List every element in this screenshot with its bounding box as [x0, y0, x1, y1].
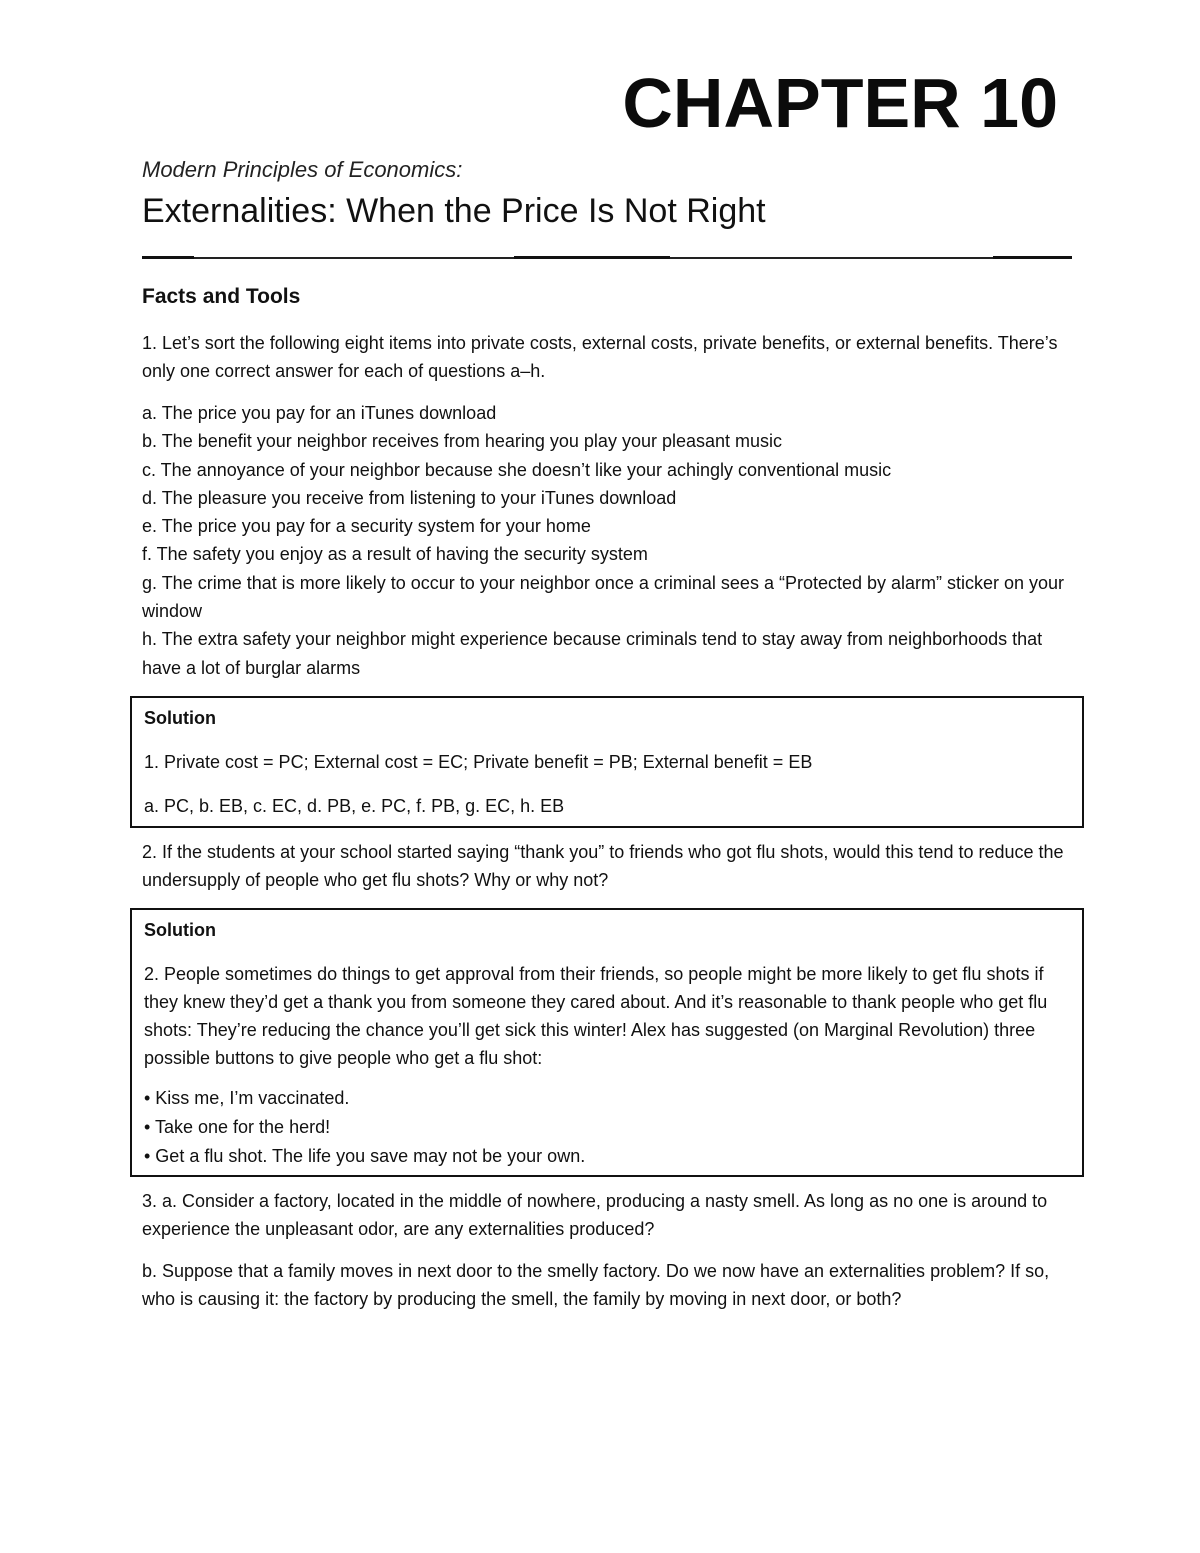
- solution-heading: Solution: [144, 707, 216, 728]
- list-item: h. The extra safety your neighbor might experience because criminals tend to stay away from neighborhoods that have a lot of burglar alarms: [142, 629, 1043, 678]
- bullet-item: • Get a flu shot. The life you save may not be your own.: [144, 1145, 586, 1166]
- book-subtitle: Modern Principles of Economics:: [142, 157, 463, 182]
- main-content: [142, 285, 1072, 1327]
- rule-accent-right: [993, 256, 1072, 259]
- rule-accent-middle: [514, 256, 670, 259]
- list-item: e. The price you pay for a security system for your home: [142, 516, 591, 537]
- solution-bullets: [144, 1084, 1070, 1171]
- section-heading: Facts and Tools: [142, 285, 301, 308]
- question-3a-prompt: 3. a. Consider a factory, located in the middle of nowhere, producing a nasty smell. As long as no one is around to experience the unpleasant odor, are any externalities produced?: [142, 1190, 1048, 1239]
- question-3b-prompt: b. Suppose that a family moves in next door to the smelly factory. Do we now have an externalities problem? If so, who is causing it: the factory by producing the smell, the family by moving in next door, or both?: [142, 1260, 1050, 1309]
- question-1-solution-box: [130, 696, 1084, 828]
- chapter-heading: CHAPTER 10: [622, 64, 1058, 142]
- question-1-items: [142, 399, 1072, 682]
- list-item: f. The safety you enjoy as a result of having the security system: [142, 544, 648, 565]
- list-item: g. The crime that is more likely to occur to your neighbor once a criminal sees a “Protected by alarm” sticker on your window: [142, 572, 1065, 622]
- question-2-prompt: 2. If the students at your school started saying “thank you” to friends who got flu shots, would this tend to reduce the undersupply of people who get flu shots? Why or why not?: [142, 841, 1064, 890]
- list-item: b. The benefit your neighbor receives from hearing you play your pleasant music: [142, 431, 783, 452]
- solution-answers: a. PC, b. EB, c. EC, d. PB, e. PC, f. PB, g. EC, h. EB: [144, 795, 565, 816]
- bullet-item: • Take one for the herd!: [144, 1116, 331, 1137]
- solution-body: 2. People sometimes do things to get approval from their friends, so people might be more likely to get flu shots if they knew they’d get a thank you from someone they cared about. And it’s reasonable to thank people who get flu shots: They’re reducing the chance you’ll get sick this winter! Alex has suggested (on Marginal Revolution) three possible buttons to give people who get a flu shot:: [144, 963, 1048, 1068]
- chapter-title: Externalities: When the Price Is Not Right: [142, 192, 766, 230]
- list-item: d. The pleasure you receive from listening to your iTunes download: [142, 487, 677, 508]
- solution-legend: 1. Private cost = PC; External cost = EC; Private benefit = PB; External benefit = EB: [144, 751, 813, 772]
- bullet-item: • Kiss me, I’m vaccinated.: [144, 1087, 350, 1108]
- list-item: c. The annoyance of your neighbor because she doesn’t like your achingly conventional music: [142, 459, 892, 480]
- list-item: a. The price you pay for an iTunes download: [142, 403, 497, 423]
- solution-heading: Solution: [144, 919, 216, 940]
- rule-accent-left: [142, 256, 194, 259]
- question-2-solution-box: [130, 908, 1084, 1177]
- question-1-prompt: 1. Let’s sort the following eight items into private costs, external costs, private benefits, or external benefits. There’s only one correct answer for each of questions a–h.: [142, 333, 1058, 381]
